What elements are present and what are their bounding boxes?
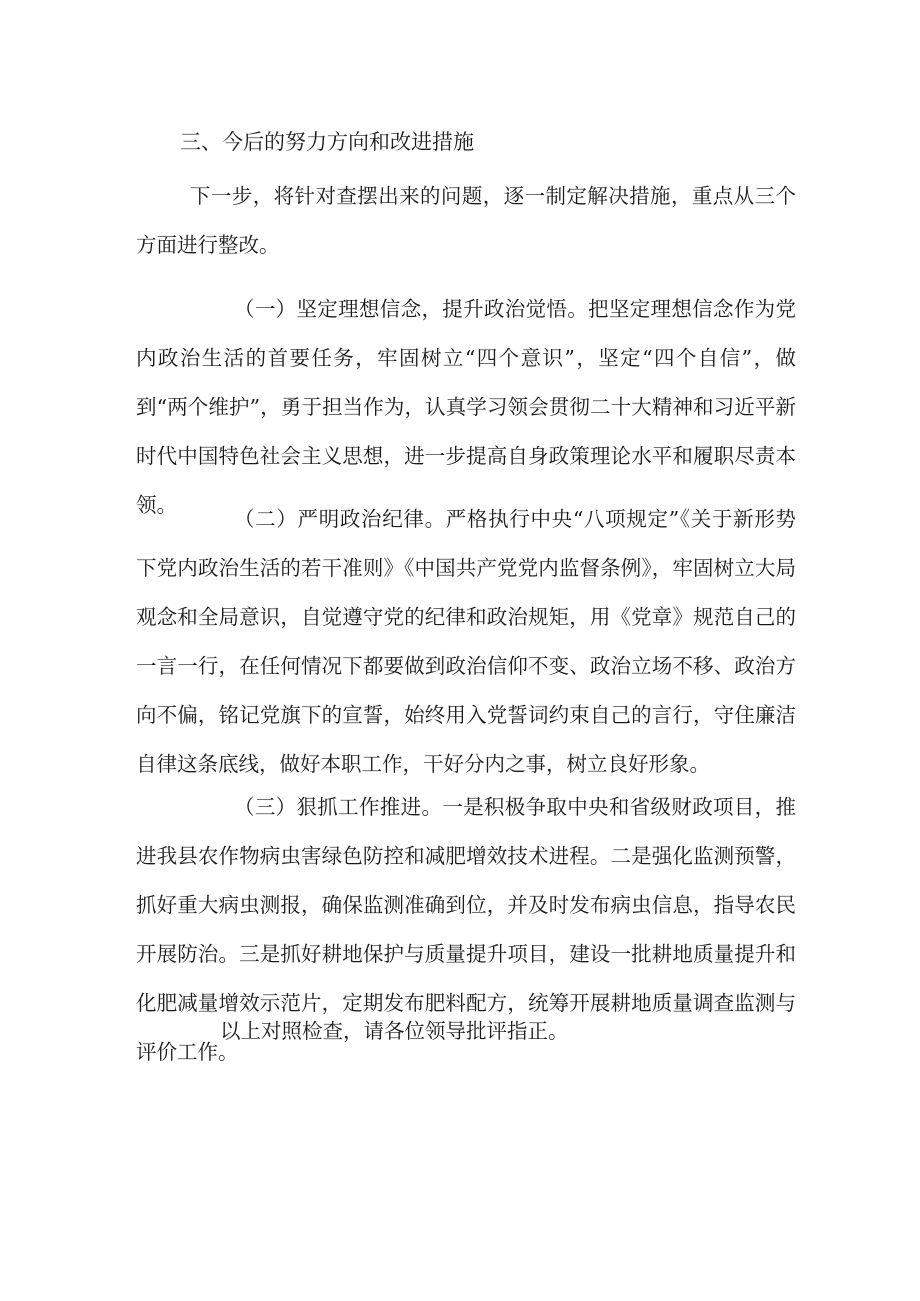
measure-paragraph-3: （三）狠抓工作推进。一是积极争取中央和省级财政项目，推进我县农作物病虫害绿色防控和减肥增效技术进程。二是强化监测预警，抓好重大病虫测报，确保监测准确到位，并及时发布病虫信息，指导农民开展防治。三是抓好耕地保护与质量提升项目，建设一批耕地质量提升和化肥减量增效示范片，定期发布肥料配方，统筹开展耕地质量调查监测与评价工作。 bbox=[136, 795, 796, 1064]
section-heading: 三、今后的努力方向和改进措施 bbox=[180, 130, 474, 154]
intro-paragraph: 下一步，将针对查摆出来的问题，逐一制定解决措施，重点从三个方面进行整改。 bbox=[136, 184, 796, 257]
measure-paragraph-1: （一）坚定理想信念，提升政治觉悟。把坚定理想信念作为党内政治生活的首要任务，牢固树立“四个意识”，坚定“四个自信”，做到“两个维护”，勇于担当作为，认真学习领会贯彻二十大精神和习近平新时代中国特色社会主义思想，进一步提高自身政策理论水平和履职尽责本领。 bbox=[136, 297, 796, 517]
closing-paragraph: 以上对照检查，请各位领导批评指正。 bbox=[220, 1019, 569, 1043]
measure-paragraph-2: （二）严明政治纪律。严格执行中央“八项规定”《关于新形势下党内政治生活的若干准则》《中国共产党党内监督条例》，牢固树立大局观念和全局意识，自觉遵守党的纪律和政治规矩，用《党章》规范自己的一言一行，在任何情况下都要做到政治信仰不变、政治立场不移、政治方向不偏，铭记党旗下的宣誓，始终用入党誓词约束自己的言行，守住廉洁自律这条底线，做好本职工作，干好分内之事，树立良好形象。 bbox=[136, 507, 796, 776]
